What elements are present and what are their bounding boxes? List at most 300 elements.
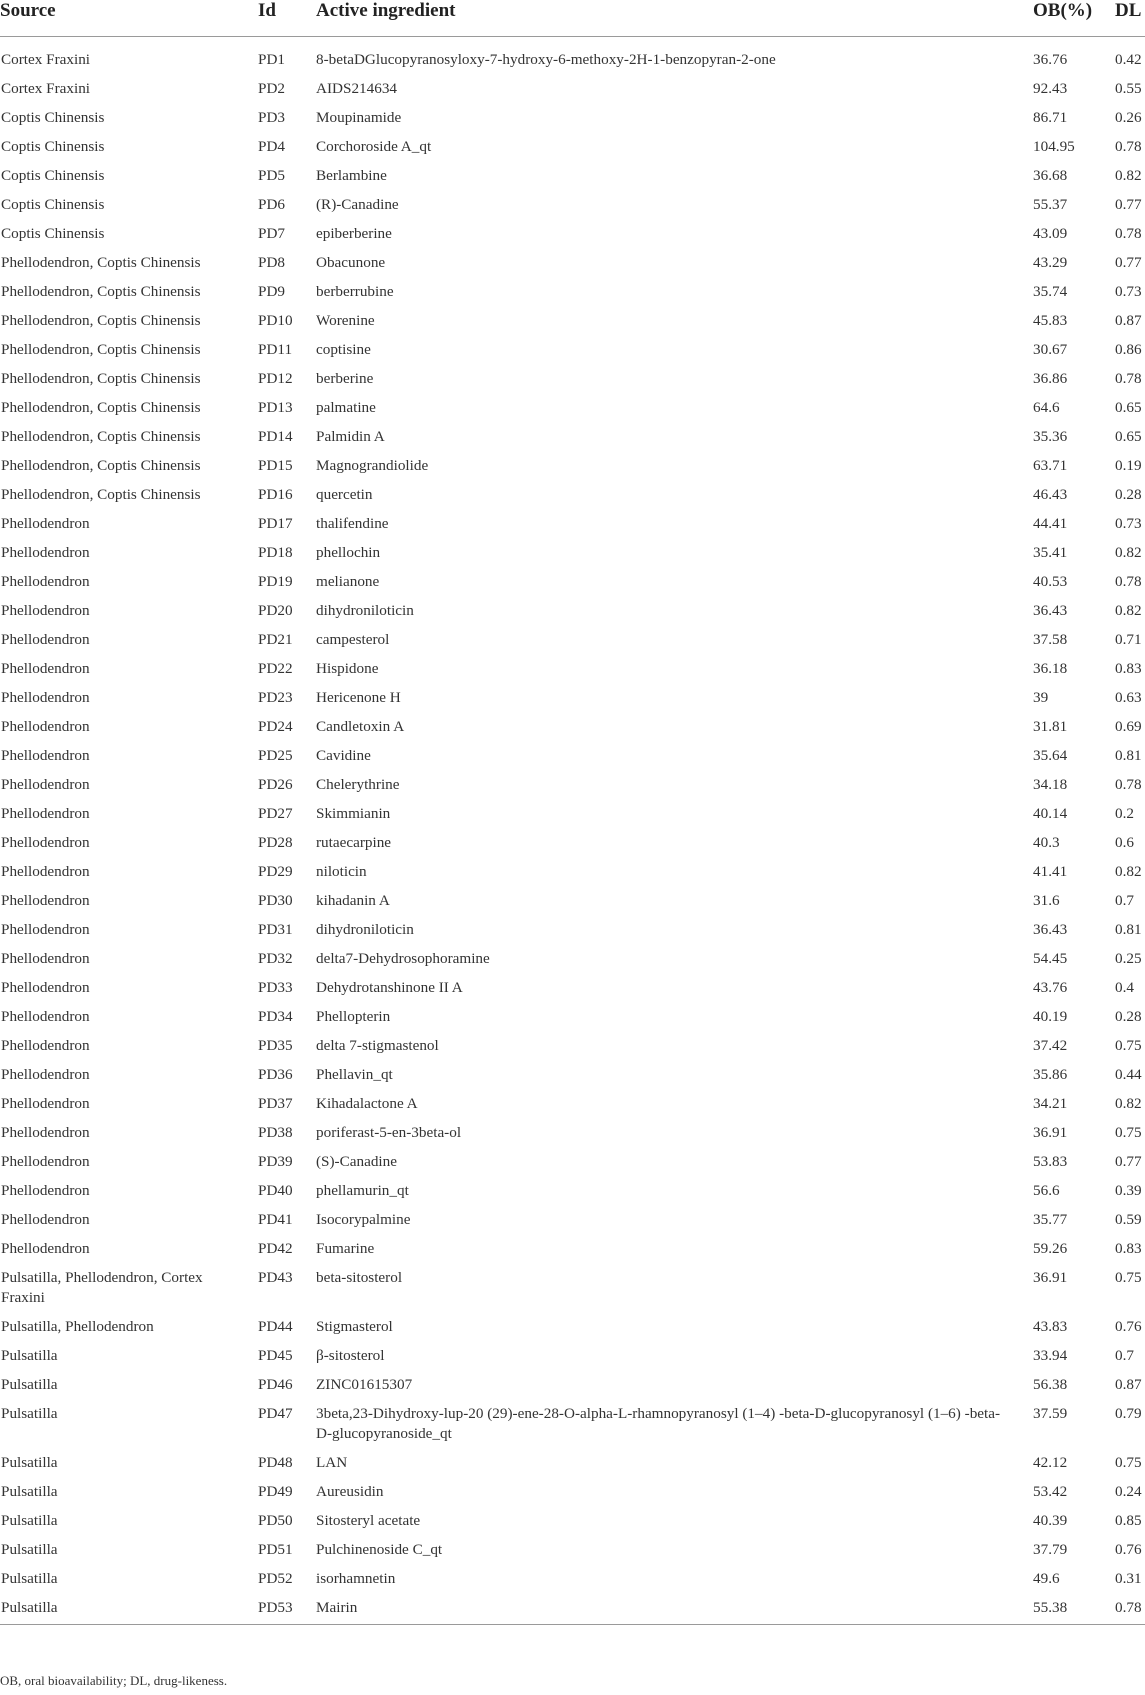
ob-cell: 46.43 (1033, 486, 1068, 503)
ingredient-cell: Moupinamide (316, 109, 402, 126)
table-row (0, 192, 1145, 221)
id-cell: PD38 (258, 1124, 293, 1141)
ingredient-cell: AIDS214634 (316, 80, 398, 97)
id-cell: PD8 (258, 254, 286, 271)
ob-cell: 40.3 (1033, 834, 1060, 851)
ingredient-cell: (S)-Canadine (316, 1153, 397, 1170)
id-cell: PD3 (258, 109, 286, 126)
source-cell: Phellodendron (1, 1240, 90, 1257)
ob-cell: 36.86 (1033, 370, 1068, 387)
ingredient-cell: Hispidone (316, 660, 379, 677)
dl-cell: 0.6 (1115, 834, 1134, 851)
source-cell: Phellodendron (1, 660, 90, 677)
source-cell: Coptis Chinensis (1, 196, 105, 213)
id-cell: PD40 (258, 1182, 293, 1199)
id-cell: PD16 (258, 486, 293, 503)
source-cell: Phellodendron (1, 892, 90, 909)
ingredient-cell: Hericenone H (316, 689, 401, 706)
dl-cell: 0.78 (1115, 776, 1142, 793)
table-row (0, 888, 1145, 917)
ingredient-cell: dihydroniloticin (316, 921, 414, 938)
table-row (0, 221, 1145, 250)
ingredient-cell: Magnograndiolide (316, 457, 429, 474)
source-cell: Phellodendron (1, 834, 90, 851)
table-row (0, 337, 1145, 366)
ob-cell: 53.42 (1033, 1483, 1068, 1500)
ob-cell: 31.6 (1033, 892, 1060, 909)
ob-cell: 44.41 (1033, 515, 1068, 532)
dl-cell: 0.82 (1115, 544, 1142, 561)
source-cell: Pulsatilla (1, 1570, 58, 1587)
ob-cell: 43.76 (1033, 979, 1068, 996)
source-cell: Pulsatilla, Phellodendron, Cortex Fraxini (1, 1269, 203, 1306)
ingredient-cell: Worenine (316, 312, 375, 329)
id-cell: PD12 (258, 370, 293, 387)
dl-cell: 0.83 (1115, 660, 1142, 677)
source-cell: Phellodendron, Coptis Chinensis (1, 341, 201, 358)
ingredient-cell: isorhamnetin (316, 1570, 396, 1587)
source-cell: Cortex Fraxini (1, 80, 91, 97)
id-cell: PD43 (258, 1269, 293, 1286)
id-cell: PD35 (258, 1037, 293, 1054)
ob-cell: 54.45 (1033, 950, 1068, 967)
dl-cell: 0.25 (1115, 950, 1142, 967)
dl-cell: 0.75 (1115, 1124, 1142, 1141)
dl-cell: 0.78 (1115, 225, 1142, 242)
table-row (0, 250, 1145, 279)
dl-cell: 0.77 (1115, 254, 1142, 271)
source-cell: Phellodendron (1, 950, 90, 967)
ingredient-cell: melianone (316, 573, 380, 590)
source-cell: Pulsatilla (1, 1512, 58, 1529)
table-row (0, 1537, 1145, 1566)
table-row (0, 1207, 1145, 1236)
source-cell: Coptis Chinensis (1, 167, 105, 184)
source-cell: Pulsatilla (1, 1541, 58, 1558)
table-row (0, 743, 1145, 772)
ingredient-cell: (R)-Canadine (316, 196, 399, 213)
id-cell: PD7 (258, 225, 286, 242)
ob-cell: 53.83 (1033, 1153, 1068, 1170)
source-cell: Phellodendron (1, 515, 90, 532)
ingredient-cell: Dehydrotanshinone II A (316, 979, 463, 996)
table-footnote: OB, oral bioavailability; DL, drug-likeness. (0, 1673, 228, 1688)
ingredient-cell: Chelerythrine (316, 776, 400, 793)
ob-cell: 36.91 (1033, 1124, 1068, 1141)
dl-cell: 0.78 (1115, 138, 1142, 155)
ingredient-cell: delta 7-stigmastenol (316, 1037, 439, 1054)
ob-cell: 35.36 (1033, 428, 1068, 445)
table-row (0, 772, 1145, 801)
source-cell: Phellodendron (1, 1124, 90, 1141)
ob-cell: 36.68 (1033, 167, 1068, 184)
id-cell: PD51 (258, 1541, 293, 1558)
dl-cell: 0.24 (1115, 1483, 1142, 1500)
ob-cell: 37.58 (1033, 631, 1068, 648)
dl-cell: 0.83 (1115, 1240, 1142, 1257)
id-cell: PD18 (258, 544, 293, 561)
ob-cell: 49.6 (1033, 1570, 1060, 1587)
table-row (0, 801, 1145, 830)
id-cell: PD39 (258, 1153, 293, 1170)
id-cell: PD53 (256, 1595, 312, 1625)
dl-cell: 0.71 (1115, 631, 1142, 648)
dl-cell: 0.75 (1115, 1269, 1142, 1286)
ob-cell: 37.42 (1033, 1037, 1068, 1054)
source-cell: Pulsatilla (1, 1347, 58, 1364)
ob-cell: 92.43 (1033, 80, 1068, 97)
ingredient-cell: poriferast-5-en-3beta-ol (316, 1124, 462, 1141)
table-row (0, 1033, 1145, 1062)
ingredient-cell: niloticin (316, 863, 367, 880)
dl-cell: 0.4 (1115, 979, 1134, 996)
dl-cell: 0.7 (1115, 892, 1134, 909)
ob-cell: 31.81 (1033, 718, 1068, 735)
table-row (0, 975, 1145, 1004)
id-cell: PD25 (258, 747, 293, 764)
id-cell: PD28 (258, 834, 293, 851)
dl-cell: 0.82 (1115, 1095, 1142, 1112)
id-cell: PD17 (258, 515, 293, 532)
id-cell: PD33 (258, 979, 293, 996)
ingredient-cell: Aureusidin (316, 1483, 384, 1500)
table-row (0, 424, 1145, 453)
id-cell: PD47 (258, 1405, 293, 1422)
table-row (0, 1401, 1145, 1450)
id-cell: PD31 (258, 921, 293, 938)
ingredient-cell: palmatine (316, 399, 376, 416)
source-cell: Phellodendron, Coptis Chinensis (1, 283, 201, 300)
table-row (0, 1062, 1145, 1091)
dl-cell: 0.59 (1115, 1211, 1142, 1228)
ingredient-cell: Palmidin A (316, 428, 385, 445)
table-row (0, 1595, 1145, 1625)
table-row (0, 540, 1145, 569)
ob-cell: 45.83 (1033, 312, 1068, 329)
ob-cell: 55.38 (1033, 1595, 1113, 1625)
source-cell: Phellodendron, Coptis Chinensis (1, 254, 201, 271)
source-cell: Phellodendron, Coptis Chinensis (1, 486, 201, 503)
id-cell: PD49 (258, 1483, 293, 1500)
ob-cell: 37.59 (1033, 1405, 1068, 1422)
dl-cell: 0.63 (1115, 689, 1142, 706)
id-cell: PD34 (258, 1008, 293, 1025)
dl-cell: 0.65 (1115, 428, 1142, 445)
header-source: Source (0, 0, 256, 37)
ob-cell: 39 (1033, 689, 1049, 706)
ingredient-cell: Mairin (312, 1595, 1033, 1625)
ingredient-cell: Corchoroside A_qt (316, 138, 432, 155)
source-cell: Coptis Chinensis (1, 225, 105, 242)
dl-cell: 0.87 (1115, 1376, 1142, 1393)
table-row (0, 163, 1145, 192)
source-cell: Phellodendron (1, 1211, 90, 1228)
id-cell: PD9 (258, 283, 286, 300)
ob-cell: 43.83 (1033, 1318, 1068, 1335)
table-row (0, 1372, 1145, 1401)
dl-cell: 0.76 (1115, 1541, 1142, 1558)
source-cell: Coptis Chinensis (1, 109, 105, 126)
source-cell: Pulsatilla (1, 1454, 58, 1471)
dl-cell: 0.87 (1115, 312, 1142, 329)
dl-cell: 0.75 (1115, 1454, 1142, 1471)
ob-cell: 43.29 (1033, 254, 1068, 271)
table-row (0, 134, 1145, 163)
ingredient-cell: Kihadalactone A (316, 1095, 418, 1112)
dl-cell: 0.82 (1115, 602, 1142, 619)
dl-cell: 0.19 (1115, 457, 1142, 474)
ob-cell: 36.76 (1033, 51, 1068, 68)
ob-cell: 34.21 (1033, 1095, 1068, 1112)
dl-cell: 0.28 (1115, 486, 1142, 503)
id-cell: PD23 (258, 689, 293, 706)
id-cell: PD27 (258, 805, 293, 822)
table-row (0, 308, 1145, 337)
ingredient-cell: phellochin (316, 544, 381, 561)
table-row (0, 395, 1145, 424)
table-row (0, 366, 1145, 395)
dl-cell: 0.82 (1115, 863, 1142, 880)
id-cell: PD11 (258, 341, 293, 358)
source-cell: Coptis Chinensis (1, 138, 105, 155)
ingredient-cell: Stigmasterol (316, 1318, 393, 1335)
source-cell: Phellodendron (1, 1008, 90, 1025)
source-cell: Phellodendron (1, 776, 90, 793)
dl-cell: 0.82 (1115, 167, 1142, 184)
ingredient-cell: Sitosteryl acetate (316, 1512, 421, 1529)
ingredient-cell: campesterol (316, 631, 390, 648)
ingredient-cell: 3beta,23-Dihydroxy-lup-20 (29)-ene-28-O-alpha-L-rhamnopyranosyl (1–4) -beta-D-glucopyranosyl (1–6) -beta-D-glucopyranoside_qt (316, 1405, 1001, 1442)
id-cell: PD37 (258, 1095, 293, 1112)
table-row (0, 1004, 1145, 1033)
dl-cell: 0.86 (1115, 341, 1142, 358)
id-cell: PD42 (258, 1240, 293, 1257)
header-id: Id (256, 0, 312, 37)
id-cell: PD19 (258, 573, 293, 590)
header-active-ingredient: Active ingredient (312, 0, 1033, 37)
table-row (0, 830, 1145, 859)
table-row (0, 1236, 1145, 1265)
id-cell: PD32 (258, 950, 293, 967)
dl-cell: 0.7 (1115, 1347, 1134, 1364)
table-row (0, 1314, 1145, 1343)
id-cell: PD22 (258, 660, 293, 677)
ingredient-cell: Phellopterin (316, 1008, 391, 1025)
header-ob: OB(%) (1033, 0, 1113, 37)
id-cell: PD21 (258, 631, 293, 648)
dl-cell: 0.77 (1115, 196, 1142, 213)
id-cell: PD15 (258, 457, 293, 474)
source-cell: Phellodendron (1, 1095, 90, 1112)
dl-cell: 0.31 (1115, 1570, 1142, 1587)
table-row (0, 859, 1145, 888)
dl-cell: 0.39 (1115, 1182, 1142, 1199)
ingredient-cell: thalifendine (316, 515, 389, 532)
ingredient-cell: Skimmianin (316, 805, 391, 822)
ob-cell: 36.43 (1033, 602, 1068, 619)
ob-cell: 36.43 (1033, 921, 1068, 938)
dl-cell: 0.79 (1115, 1405, 1142, 1422)
header-row (0, 0, 1145, 37)
id-cell: PD36 (258, 1066, 293, 1083)
table-row (0, 76, 1145, 105)
table-row (0, 1508, 1145, 1537)
ingredient-cell: berberrubine (316, 283, 394, 300)
dl-cell: 0.81 (1115, 921, 1142, 938)
ob-cell: 36.18 (1033, 660, 1068, 677)
id-cell: PD29 (258, 863, 293, 880)
ob-cell: 59.26 (1033, 1240, 1068, 1257)
table-row (0, 1566, 1145, 1595)
ingredient-cell: Cavidine (316, 747, 371, 764)
source-cell: Phellodendron (1, 1153, 90, 1170)
dl-cell: 0.73 (1115, 283, 1142, 300)
id-cell: PD41 (258, 1211, 293, 1228)
id-cell: PD1 (258, 51, 286, 68)
dl-cell: 0.77 (1115, 1153, 1142, 1170)
id-cell: PD20 (258, 602, 293, 619)
dl-cell: 0.42 (1115, 51, 1142, 68)
dl-cell: 0.78 (1115, 370, 1142, 387)
table-row (0, 482, 1145, 511)
ob-cell: 64.6 (1033, 399, 1060, 416)
id-cell: PD52 (258, 1570, 293, 1587)
dl-cell: 0.75 (1115, 1037, 1142, 1054)
id-cell: PD46 (258, 1376, 293, 1393)
table-row (0, 946, 1145, 975)
ob-cell: 41.41 (1033, 863, 1068, 880)
table-row (0, 105, 1145, 134)
dl-cell: 0.69 (1115, 718, 1142, 735)
ingredient-cell: quercetin (316, 486, 373, 503)
ingredient-cell: phellamurin_qt (316, 1182, 409, 1199)
source-cell: Pulsatilla (1, 1405, 58, 1422)
dl-cell: 0.26 (1115, 109, 1142, 126)
table-row (0, 685, 1145, 714)
ingredient-cell: β-sitosterol (316, 1347, 385, 1364)
id-cell: PD24 (258, 718, 293, 735)
source-cell: Phellodendron (1, 544, 90, 561)
source-cell: Phellodendron (1, 1037, 90, 1054)
ob-cell: 86.71 (1033, 109, 1068, 126)
ob-cell: 40.19 (1033, 1008, 1068, 1025)
id-cell: PD4 (258, 138, 286, 155)
dl-cell: 0.76 (1115, 1318, 1142, 1335)
dl-cell: 0.73 (1115, 515, 1142, 532)
source-cell: Phellodendron, Coptis Chinensis (1, 370, 201, 387)
ingredient-cell: 8-betaDGlucopyranosyloxy-7-hydroxy-6-methoxy-2H-1-benzopyran-2-one (316, 51, 776, 68)
ingredient-cell: berberine (316, 370, 374, 387)
source-cell: Phellodendron, Coptis Chinensis (1, 428, 201, 445)
ob-cell: 56.6 (1033, 1182, 1060, 1199)
table-row (0, 569, 1145, 598)
id-cell: PD13 (258, 399, 293, 416)
ingredient-cell: Candletoxin A (316, 718, 405, 735)
ob-cell: 43.09 (1033, 225, 1068, 242)
ingredient-cell: Berlambine (316, 167, 387, 184)
dl-cell: 0.28 (1115, 1008, 1142, 1025)
table-row (0, 1479, 1145, 1508)
id-cell: PD48 (258, 1454, 293, 1471)
dl-cell: 0.44 (1115, 1066, 1142, 1083)
ob-cell: 35.64 (1033, 747, 1068, 764)
ingredient-cell: Pulchinenoside C_qt (316, 1541, 443, 1558)
ob-cell: 36.91 (1033, 1269, 1068, 1286)
source-cell: Pulsatilla (1, 1376, 58, 1393)
table-row (0, 1178, 1145, 1207)
ob-cell: 40.14 (1033, 805, 1068, 822)
ob-cell: 56.38 (1033, 1376, 1068, 1393)
ob-cell: 30.67 (1033, 341, 1068, 358)
table-row (0, 598, 1145, 627)
ingredient-cell: Fumarine (316, 1240, 375, 1257)
ob-cell: 33.94 (1033, 1347, 1068, 1364)
id-cell: PD26 (258, 776, 293, 793)
ob-cell: 63.71 (1033, 457, 1068, 474)
dl-cell: 0.78 (1113, 1595, 1145, 1625)
table-row (0, 627, 1145, 656)
source-cell: Phellodendron (1, 631, 90, 648)
source-cell: Phellodendron (1, 602, 90, 619)
id-cell: PD50 (258, 1512, 293, 1529)
source-cell: Phellodendron (1, 718, 90, 735)
ob-cell: 104.95 (1033, 138, 1075, 155)
ob-cell: 35.86 (1033, 1066, 1068, 1083)
source-cell: Phellodendron (1, 689, 90, 706)
source-cell: Phellodendron (1, 979, 90, 996)
table-row (0, 1149, 1145, 1178)
ob-cell: 35.77 (1033, 1211, 1068, 1228)
source-cell: Pulsatilla (1, 1483, 58, 1500)
source-cell: Pulsatilla, Phellodendron (1, 1318, 154, 1335)
id-cell: PD44 (258, 1318, 293, 1335)
table-row (0, 511, 1145, 540)
ingredient-cell: ZINC01615307 (316, 1376, 413, 1393)
id-cell: PD30 (258, 892, 293, 909)
ob-cell: 42.12 (1033, 1454, 1068, 1471)
id-cell: PD5 (258, 167, 286, 184)
dl-cell: 0.85 (1115, 1512, 1142, 1529)
source-cell: Phellodendron (1, 863, 90, 880)
id-cell: PD2 (258, 80, 286, 97)
id-cell: PD45 (258, 1347, 293, 1364)
ingredient-cell: Phellavin_qt (316, 1066, 393, 1083)
header-dl: DL (1113, 0, 1145, 37)
dl-cell: 0.65 (1115, 399, 1142, 416)
dl-cell: 0.81 (1115, 747, 1142, 764)
table-body (0, 37, 1145, 1625)
source-cell: Phellodendron (1, 747, 90, 764)
dl-cell: 0.55 (1115, 80, 1142, 97)
ingredient-cell: epiberberine (316, 225, 392, 242)
ingredient-cell: Obacunone (316, 254, 386, 271)
ob-cell: 40.53 (1033, 573, 1068, 590)
ingredient-cell: coptisine (316, 341, 371, 358)
table-row (0, 279, 1145, 308)
ingredient-cell: dihydroniloticin (316, 602, 414, 619)
id-cell: PD10 (258, 312, 293, 329)
ingredient-cell: Isocorypalmine (316, 1211, 411, 1228)
table-row (0, 1120, 1145, 1149)
id-cell: PD14 (258, 428, 293, 445)
ob-cell: 37.79 (1033, 1541, 1068, 1558)
source-cell: Phellodendron, Coptis Chinensis (1, 457, 201, 474)
table-row (0, 453, 1145, 482)
source-cell: Phellodendron, Coptis Chinensis (1, 312, 201, 329)
table-row (0, 1265, 1145, 1314)
ob-cell: 35.74 (1033, 283, 1068, 300)
source-cell: Phellodendron (1, 921, 90, 938)
